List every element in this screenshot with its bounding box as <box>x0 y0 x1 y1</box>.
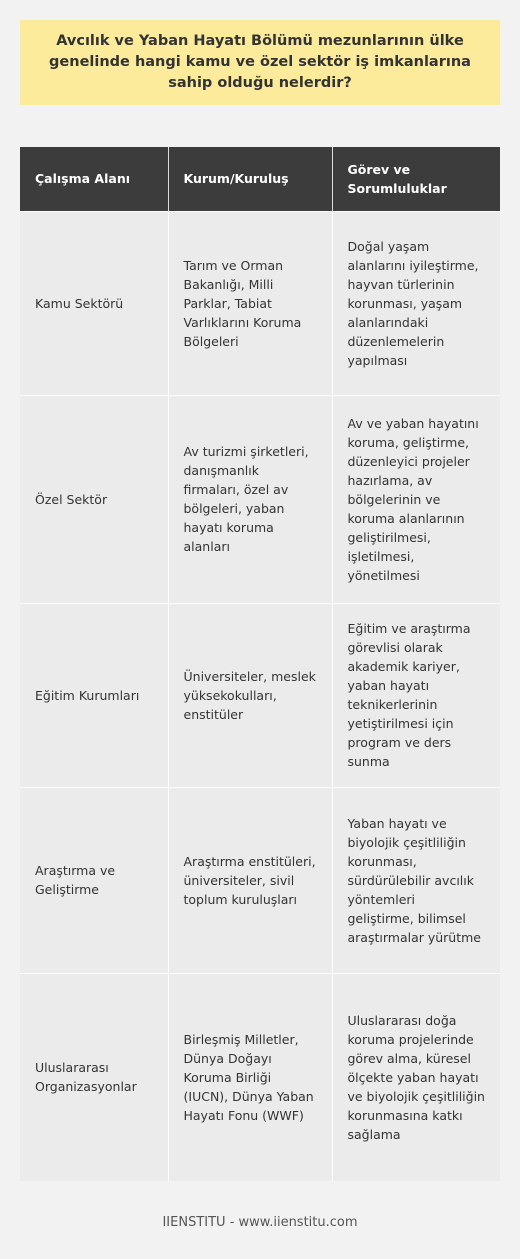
page-title: Avcılık ve Yaban Hayatı Bölümü mezunlarının ülke genelinde hangi kamu ve özel sektör iş imkanlarına sahip olduğu nelerdir? <box>49 33 471 91</box>
cell-duties: Av ve yaban hayatını koruma, geliştirme, düzenleyici projeler hazırlama, av bölgelerinin ve koruma alanlarının geliştirilmesi, işletilmesi, yönetilmesi <box>332 395 500 603</box>
cell-institution: Üniversiteler, meslek yüksekokulları, enstitüler <box>168 603 332 787</box>
table-header-row <box>20 147 500 211</box>
cell-duties: Uluslararası doğa koruma projelerinde görev alma, küresel ölçekte yaban hayatı ve biyolojik çeşitliliğin korunmasına katkı sağlama <box>332 973 500 1181</box>
cell-field: Kamu Sektörü <box>20 211 168 395</box>
table-row <box>20 787 500 973</box>
header-cell-field: Çalışma Alanı <box>20 147 168 211</box>
table-row <box>20 603 500 787</box>
cell-institution: Birleşmiş Milletler, Dünya Doğayı Koruma Birliği (IUCN), Dünya Yaban Hayatı Fonu (WWF) <box>168 973 332 1181</box>
cell-institution: Av turizmi şirketleri, danışmanlık firmaları, özel av bölgeleri, yaban hayatı koruma alanları <box>168 395 332 603</box>
cell-field: Uluslararası Organizasyonlar <box>20 973 168 1181</box>
title-banner <box>20 20 500 105</box>
cell-field: Özel Sektör <box>20 395 168 603</box>
cell-duties: Doğal yaşam alanlarını iyileştirme, hayvan türlerinin korunması, yaşam alanlarındaki düzenlemelerin yapılması <box>332 211 500 395</box>
table-row <box>20 395 500 603</box>
cell-institution: Tarım ve Orman Bakanlığı, Milli Parklar, Tabiat Varlıklarını Koruma Bölgeleri <box>168 211 332 395</box>
cell-field: Eğitim Kurumları <box>20 603 168 787</box>
cell-duties: Eğitim ve araştırma görevlisi olarak akademik kariyer, yaban hayatı teknikerlerinin yetiştirilmesi için program ve ders sunma <box>332 603 500 787</box>
cell-field: Araştırma ve Geliştirme <box>20 787 168 973</box>
header-cell-institution: Kurum/Kuruluş <box>168 147 332 211</box>
table-row <box>20 211 500 395</box>
jobs-table <box>20 147 500 1181</box>
cell-duties: Yaban hayatı ve biyolojik çeşitliliğin korunması, sürdürülebilir avcılık yöntemleri geliştirme, bilimsel araştırmalar yürütme <box>332 787 500 973</box>
table-row <box>20 973 500 1181</box>
footer-credit: IIENSTITU - www.iienstitu.com <box>162 1215 358 1230</box>
cell-institution: Araştırma enstitüleri, üniversiteler, sivil toplum kuruluşları <box>168 787 332 973</box>
header-cell-duties: Görev ve Sorumluluklar <box>332 147 500 211</box>
